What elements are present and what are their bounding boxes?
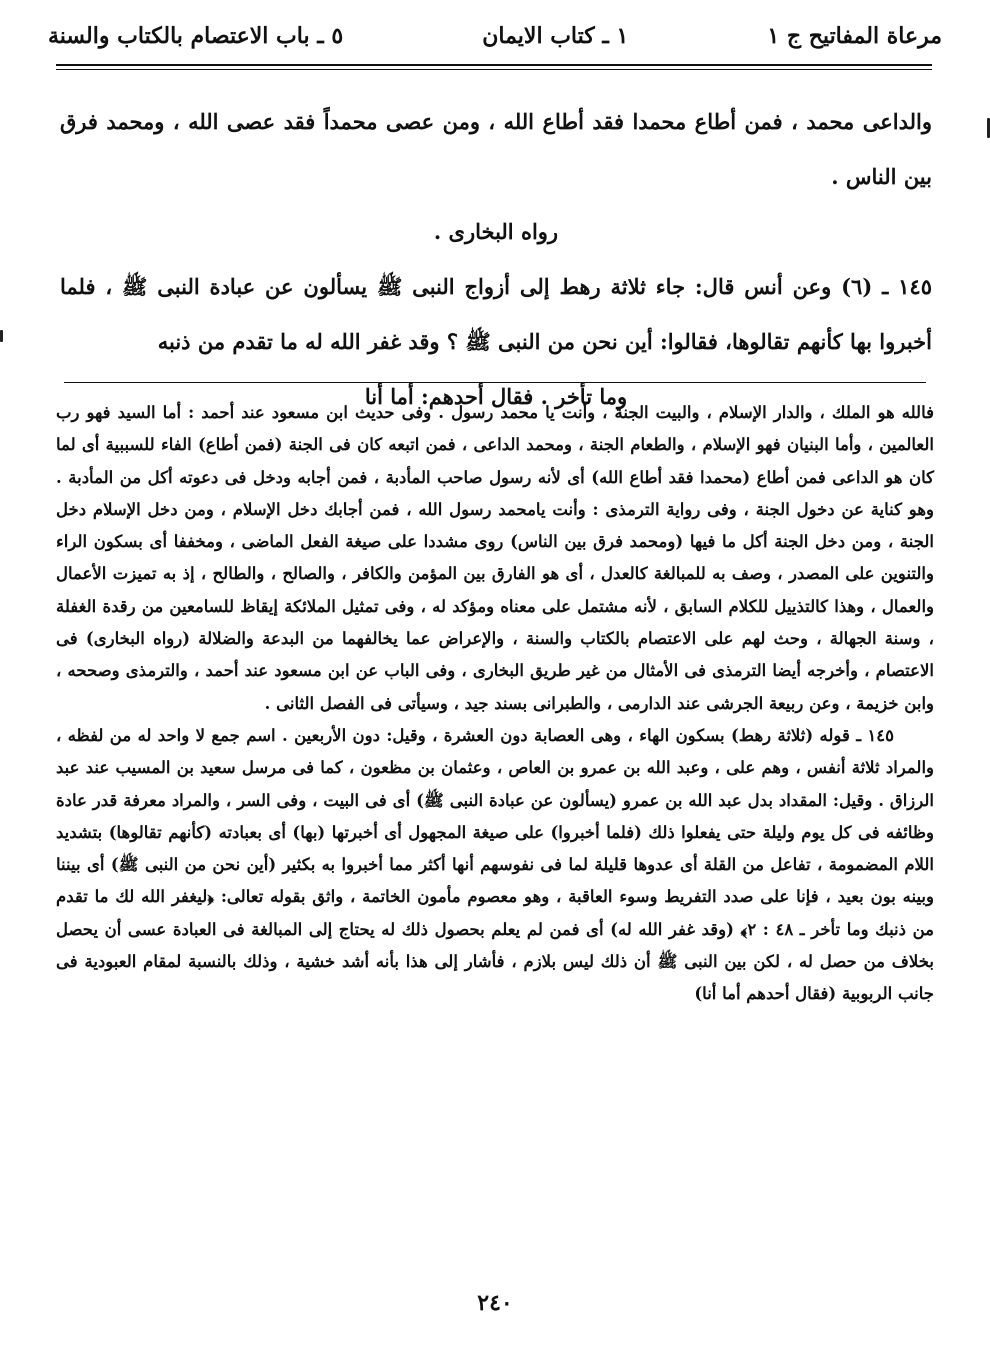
header-rule	[56, 64, 932, 66]
section-divider	[64, 382, 926, 383]
page-number: ٢٤٠	[477, 1290, 513, 1316]
hadith-source: رواه البخارى .	[433, 219, 559, 244]
hadith-paragraph: وما تأخر . فقال أحدهم: أما أنا	[364, 384, 628, 409]
header-book-title: مرعاة المفاتيح ج ١	[767, 23, 942, 49]
margin-mark	[0, 330, 3, 342]
commentary-paragraph: ١٤٥ ـ قوله (ثلاثة رهط) بسكون الهاء ، وهى العصابة دون العشرة ، وقيل: دون الأربعين . اسم جمع لا واحد له من لفظه ، والمراد ثلاثة أنفس ، وهم على ، وعبد الله بن عمرو بن العاص ، وعثمان بن مظعون ، كما فى مرسل سعيد بن المسيب عند عبد الرزاق . وقيل: المقداد بدل عبد الله بن عمرو (يسألون عن عبادة النبى ﷺ) أى فى البيت ، وفى السر ، والمراد معرفة قدر عادة وظائفه فى كل يوم وليلة حتى يفعلوا ذلك (فلما أخبروا) على صيغة المجهول أى أخبرتها (بها) أى بعبادته (كأنهم تقالوها) بتشديد اللام المضمومة ، تفاعل من القلة أى عدوها قليلة لما فى نفوسهم أنها أكثر مما أخبروا به بكثير (أين نحن من النبى ﷺ) أى بيننا وبينه بون بعيد ، فإنا على صدد التفريط وسوء العاقبة ، وهو معصوم مأمون الخاتمة ، واثق بقوله تعالى: ﴿ليغفر الله لك ما تقدم من ذنبك وما تأخر ـ ٤٨ : ٢﴾ (وقد غفر الله له) أى فمن لم يعلم بحصول ذلك له يحتاج إلى المبالغة فى العبادة عسى أن يحصل بخلاف من حصل له ، لكن بين النبى ﷺ أن ذلك ليس بلازم ، فأشار إلى هذا بأنه أشد خشية ، وذلك بالنسبة لمقام العبودية فى جانب الربوبية (فقال أحدهم أما أنا)	[56, 725, 934, 1004]
commentary-text	[56, 397, 934, 1011]
header-section: ٥ ـ باب الاعتصام بالكتاب والسنة	[48, 23, 344, 49]
header-rule-thin	[56, 69, 932, 70]
running-header	[48, 12, 942, 60]
hadith-paragraph: ١٤٥ ـ (٦) وعن أنس قال: جاء ثلاثة رهط إلى أزواج النبى ﷺ يسألون عن عبادة النبى ﷺ ، فلما أخبروا بها كأنهم تقالوها، فقالوا: أين نحن من النبى ﷺ ؟ وقد غفر الله له ما تقدم من ذنبه	[60, 274, 932, 354]
hadith-paragraph: والداعى محمد ، فمن أطاع محمدا فقد أطاع الله ، ومن عصى محمداً فقد عصى الله ، ومحمد فرق بين الناس .	[60, 109, 932, 189]
hadith-text	[60, 94, 932, 424]
commentary-paragraph: فالله هو الملك ، والدار الإسلام ، والبيت الجنة ، وأنت يا محمد رسول . وفى حديث ابن مسعود عند أحمد : أما السيد فهو رب العالمين ، وأما البنيان فهو الإسلام ، والطعام الجنة ، ومحمد الداعى ، فمن اتبعه كان فى الجنة (فمن أطاع) الفاء للسببية أى لما كان هو الداعى فمن أطاع (محمدا فقد أطاع الله) أى لأنه رسول صاحب المأدبة ، فمن أجابه ودخل فى دعوته أكل من المأدبة . وهو كناية عن دخول الجنة ، وفى رواية الترمذى : وأنت يامحمد رسول الله ، فمن أجابك دخل الإسلام ، ومن دخل الإسلام دخل الجنة ، ومن دخل الجنة أكل ما فيها (ومحمد فرق بين الناس) روى مشددا على صيغة الفعل الماضى ، ومخففا أى بسكون الراء والتنوين على المصدر ، وصف به للمبالغة كالعدل ، أى هو الفارق بين المؤمن والكافر ، والصالح ، والطالح ، إذ به تميزت الأعمال والعمال ، وهذا كالتذييل للكلام السابق ، لأنه مشتمل على معناه ومؤكد له ، وفى تمثيل الملائكة إيقاظ للسامعين من رقدة الغفلة ، وسنة الجهالة ، وحث لهم على الاعتصام بالكتاب والسنة ، والإعراض عما يخالفهما من البدعة والضلالة (رواه البخارى) فى الاعتصام ، وأخرجه أيضا الترمذى فى الأمثال من غير طريق البخارى ، وفى الباب عن ابن مسعود عند أحمد ، والترمذى وصححه ، وابن خزيمة ، وعن ربيعة الجرشى عند الدارمى ، والطبرانى بسند جيد ، وسيأتى فى الفصل الثانى .	[56, 403, 934, 713]
header-chapter: ١ ـ كتاب الايمان	[482, 23, 629, 49]
